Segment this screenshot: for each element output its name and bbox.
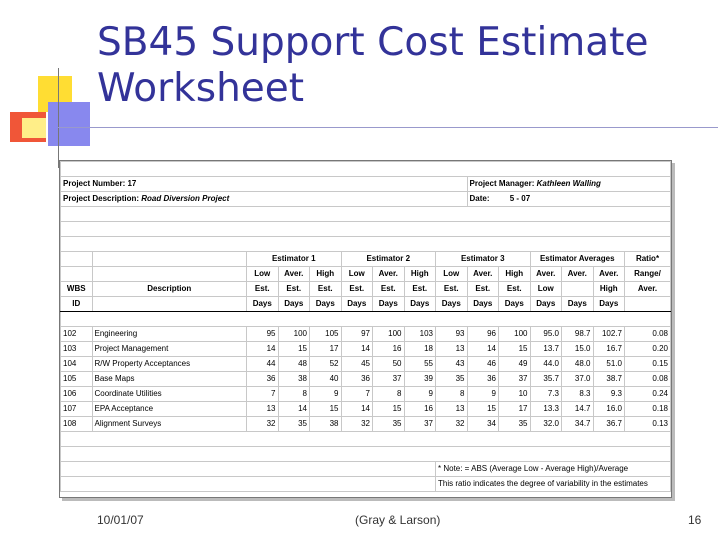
value-cell: 51.0: [593, 357, 625, 372]
value-cell: 9: [467, 387, 499, 402]
ratio-cell: 0.24: [625, 387, 671, 402]
value-cell: 37: [404, 417, 436, 432]
col-range: Range/: [625, 267, 671, 282]
value-cell: 32: [247, 417, 279, 432]
value-cell: 32.0: [530, 417, 562, 432]
value-cell: 13.3: [530, 402, 562, 417]
value-cell: 43: [436, 357, 468, 372]
table-row: [61, 357, 671, 372]
col-low: Low: [436, 267, 468, 282]
value-cell: 14: [341, 342, 373, 357]
value-cell: 44: [247, 357, 279, 372]
col-high: High: [404, 267, 436, 282]
value-cell: 45: [341, 357, 373, 372]
wbs-id-cell: 103: [61, 342, 93, 357]
col-est: Est.: [467, 282, 499, 297]
value-cell: 14: [341, 402, 373, 417]
table-row: [61, 387, 671, 402]
estimator1-header: Estimator 1: [247, 252, 342, 267]
col-days: Days: [562, 297, 594, 312]
ratio-explanation: This ratio indicates the degree of variability in the estimates: [436, 477, 671, 492]
value-cell: 15: [373, 402, 405, 417]
value-cell: 34: [467, 417, 499, 432]
footer-date: 10/01/07: [97, 513, 144, 527]
column-header-row-1: [61, 267, 671, 282]
table-row: [61, 417, 671, 432]
wbs-id-cell: 106: [61, 387, 93, 402]
value-cell: 36.7: [593, 417, 625, 432]
project-description-label: Project Description:: [63, 194, 140, 203]
value-cell: 100: [499, 327, 531, 342]
value-cell: 7.3: [530, 387, 562, 402]
col-days: Days: [247, 297, 279, 312]
col-days: Days: [278, 297, 310, 312]
ratio-cell: 0.08: [625, 372, 671, 387]
value-cell: 17: [310, 342, 342, 357]
blank-row: [61, 207, 671, 222]
col-aver: Aver.: [278, 267, 310, 282]
value-cell: 38: [278, 372, 310, 387]
wbs-id-cell: 104: [61, 357, 93, 372]
estimator-header-row: [61, 252, 671, 267]
value-cell: 15: [310, 402, 342, 417]
col-aver: Aver.: [530, 267, 562, 282]
value-cell: 39: [404, 372, 436, 387]
value-cell: 48: [278, 357, 310, 372]
value-cell: 16.7: [593, 342, 625, 357]
ratio-cell: 0.08: [625, 327, 671, 342]
description-cell: R/W Property Acceptances: [92, 357, 247, 372]
value-cell: 13.7: [530, 342, 562, 357]
blank-row: [61, 432, 671, 447]
footer-page-number: 16: [688, 513, 702, 527]
value-cell: 95.0: [530, 327, 562, 342]
value-cell: 8: [436, 387, 468, 402]
project-number-label: Project Number:: [63, 179, 126, 188]
value-cell: 8: [373, 387, 405, 402]
col-est: Est.: [404, 282, 436, 297]
value-cell: 97: [341, 327, 373, 342]
date-value: 5 - 07: [509, 194, 531, 203]
description-cell: Coordinate Utilities: [92, 387, 247, 402]
value-cell: 9.3: [593, 387, 625, 402]
col-days: Days: [436, 297, 468, 312]
col-est: Est.: [278, 282, 310, 297]
value-cell: 93: [436, 327, 468, 342]
value-cell: 16: [404, 402, 436, 417]
col-days: Days: [530, 297, 562, 312]
value-cell: 16.0: [593, 402, 625, 417]
col-low: Low: [530, 282, 562, 297]
value-cell: 18: [404, 342, 436, 357]
col-days: Days: [499, 297, 531, 312]
value-cell: 15: [467, 402, 499, 417]
project-number: 17: [127, 179, 137, 188]
col-aver: Aver.: [562, 267, 594, 282]
date-label: Date:: [469, 194, 490, 203]
value-cell: 14: [278, 402, 310, 417]
col-aver: Aver.: [593, 267, 625, 282]
value-cell: 34.7: [562, 417, 594, 432]
value-cell: 96: [467, 327, 499, 342]
value-cell: 55: [404, 357, 436, 372]
value-cell: 35: [373, 417, 405, 432]
value-cell: 98.7: [562, 327, 594, 342]
note-row: [61, 462, 671, 477]
value-cell: 14.7: [562, 402, 594, 417]
project-description-row: [61, 192, 671, 207]
col-days: Days: [593, 297, 625, 312]
value-cell: 38.7: [593, 372, 625, 387]
column-header-row-2: [61, 282, 671, 297]
value-cell: 36: [467, 372, 499, 387]
value-cell: 95: [247, 327, 279, 342]
wbs-id-cell: 108: [61, 417, 93, 432]
col-low: Low: [341, 267, 373, 282]
wbs-id-cell: 107: [61, 402, 93, 417]
title-underline: [58, 127, 718, 128]
ratio-header: Ratio*: [625, 252, 671, 267]
col-low: Low: [247, 267, 279, 282]
blank-row: [61, 162, 671, 177]
slide-title-line1: SB45 Support Cost Estimate: [97, 20, 649, 65]
blank-row: [61, 237, 671, 252]
project-manager: Kathleen Walling: [536, 179, 601, 188]
value-cell: 8: [278, 387, 310, 402]
decor-square-blue: [48, 102, 90, 146]
ratio-cell: 0.13: [625, 417, 671, 432]
value-cell: 32: [341, 417, 373, 432]
column-header-row-3: [61, 297, 671, 312]
description-cell: Base Maps: [92, 372, 247, 387]
value-cell: 37: [373, 372, 405, 387]
value-cell: 9: [310, 387, 342, 402]
value-cell: 17: [499, 402, 531, 417]
description-cell: EPA Acceptance: [92, 402, 247, 417]
value-cell: 10: [499, 387, 531, 402]
value-cell: 49: [499, 357, 531, 372]
value-cell: 37.0: [562, 372, 594, 387]
cost-estimate-worksheet: [59, 160, 672, 498]
value-cell: 16: [373, 342, 405, 357]
worksheet-table: [60, 161, 671, 492]
estimator2-header: Estimator 2: [341, 252, 436, 267]
ratio-cell: 0.18: [625, 402, 671, 417]
value-cell: 7: [341, 387, 373, 402]
description-cell: Project Management: [92, 342, 247, 357]
project-manager-label: Project Manager:: [469, 179, 535, 188]
description-cell: Engineering: [92, 327, 247, 342]
value-cell: 44.0: [530, 357, 562, 372]
blank-row: [61, 312, 671, 327]
value-cell: 35: [436, 372, 468, 387]
col-est: Est.: [310, 282, 342, 297]
estimator3-header: Estimator 3: [436, 252, 531, 267]
value-cell: 15: [278, 342, 310, 357]
value-cell: 35: [278, 417, 310, 432]
table-row: [61, 372, 671, 387]
col-aver: Aver.: [373, 267, 405, 282]
decor-vertical-line: [58, 68, 59, 168]
table-row: [61, 342, 671, 357]
col-est: Est.: [373, 282, 405, 297]
ratio-cell: 0.15: [625, 357, 671, 372]
project-description: Road Diversion Project: [141, 194, 230, 203]
value-cell: 102.7: [593, 327, 625, 342]
value-cell: 50: [373, 357, 405, 372]
col-days: Days: [373, 297, 405, 312]
table-row: [61, 327, 671, 342]
col-est: Est.: [247, 282, 279, 297]
value-cell: 35.7: [530, 372, 562, 387]
wbs-id-cell: 102: [61, 327, 93, 342]
col-days: Days: [467, 297, 499, 312]
col-aver: Aver.: [467, 267, 499, 282]
value-cell: 40: [310, 372, 342, 387]
col-est: Est.: [341, 282, 373, 297]
project-number-row: [61, 177, 671, 192]
value-cell: 46: [467, 357, 499, 372]
value-cell: 8.3: [562, 387, 594, 402]
value-cell: 36: [247, 372, 279, 387]
value-cell: 52: [310, 357, 342, 372]
col-aver: Aver.: [625, 282, 671, 297]
estimator-averages-header: Estimator Averages: [530, 252, 625, 267]
footer-source: (Gray & Larson): [355, 513, 441, 527]
value-cell: 48.0: [562, 357, 594, 372]
ratio-note: * Note: = ABS (Average Low - Average High)/Average: [436, 462, 671, 477]
value-cell: 38: [310, 417, 342, 432]
col-id: ID: [61, 297, 93, 312]
blank-row: [61, 447, 671, 462]
value-cell: 15: [499, 342, 531, 357]
value-cell: 9: [404, 387, 436, 402]
ratio-cell: 0.20: [625, 342, 671, 357]
col-high: High: [499, 267, 531, 282]
wbs-id-cell: 105: [61, 372, 93, 387]
value-cell: 7: [247, 387, 279, 402]
estimate-rows: [61, 327, 671, 432]
col-high: High: [310, 267, 342, 282]
slide-title-line2: Worksheet: [97, 66, 305, 111]
table-row: [61, 402, 671, 417]
value-cell: 13: [436, 402, 468, 417]
value-cell: 100: [373, 327, 405, 342]
description-cell: Alignment Surveys: [92, 417, 247, 432]
col-days: Days: [341, 297, 373, 312]
value-cell: 14: [247, 342, 279, 357]
col-high: High: [593, 282, 625, 297]
value-cell: 13: [247, 402, 279, 417]
col-est: Est.: [499, 282, 531, 297]
value-cell: 105: [310, 327, 342, 342]
value-cell: 35: [499, 417, 531, 432]
value-cell: 36: [341, 372, 373, 387]
note-row: [61, 477, 671, 492]
value-cell: 15.0: [562, 342, 594, 357]
value-cell: 13: [436, 342, 468, 357]
col-est: Est.: [436, 282, 468, 297]
value-cell: 37: [499, 372, 531, 387]
col-wbs: WBS: [61, 282, 93, 297]
slide-title: [97, 20, 717, 112]
value-cell: 103: [404, 327, 436, 342]
col-days: Days: [404, 297, 436, 312]
col-description: Description: [92, 282, 247, 297]
value-cell: 32: [436, 417, 468, 432]
decor-square-yellow-small: [22, 118, 46, 138]
value-cell: 100: [278, 327, 310, 342]
blank-row: [61, 222, 671, 237]
value-cell: 14: [467, 342, 499, 357]
col-days: Days: [310, 297, 342, 312]
